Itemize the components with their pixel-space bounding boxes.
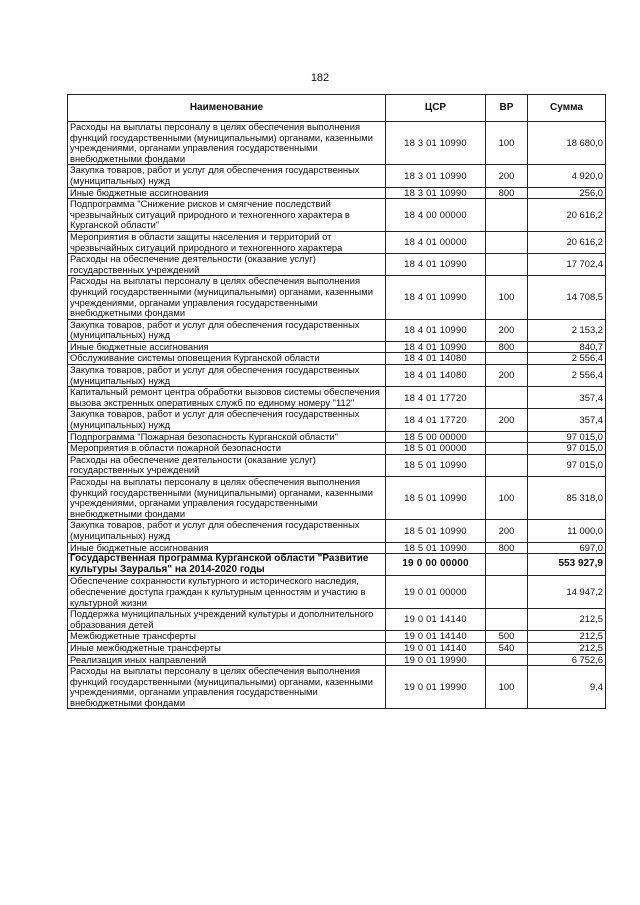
cell-csr: 18 4 01 17720 <box>386 409 486 431</box>
cell-sum: 212,5 <box>528 631 606 643</box>
table-row <box>68 631 606 643</box>
cell-name: Расходы на обеспечение деятельности (оказание услуг) государственных учреждений <box>68 254 386 276</box>
cell-vr: 100 <box>486 666 528 709</box>
header-sum: Сумма <box>528 95 606 122</box>
cell-name: Иные бюджетные ассигнования <box>68 187 386 199</box>
cell-sum: 11 000,0 <box>528 520 606 542</box>
cell-name: Межбюджетные трансферты <box>68 631 386 643</box>
cell-vr <box>486 254 528 276</box>
cell-sum: 97 015,0 <box>528 454 606 476</box>
cell-vr: 100 <box>486 122 528 165</box>
cell-sum: 6 752,6 <box>528 654 606 666</box>
cell-sum: 212,5 <box>528 609 606 631</box>
cell-sum: 17 702,4 <box>528 254 606 276</box>
cell-sum: 357,4 <box>528 387 606 409</box>
cell-vr: 200 <box>486 409 528 431</box>
cell-csr: 18 4 01 10990 <box>386 276 486 319</box>
table-row <box>68 576 606 609</box>
cell-sum: 14 708,5 <box>528 276 606 319</box>
table-row <box>68 254 606 276</box>
cell-csr: 19 0 01 14140 <box>386 642 486 654</box>
table-row <box>68 609 606 631</box>
cell-sum: 2 556,4 <box>528 365 606 387</box>
cell-csr: 18 4 01 10990 <box>386 341 486 353</box>
table-row <box>68 187 606 199</box>
cell-name: Закупка товаров, работ и услуг для обеспечения государственных (муниципальных) нужд <box>68 165 386 187</box>
cell-sum: 4 920,0 <box>528 165 606 187</box>
cell-vr <box>486 231 528 253</box>
cell-vr <box>486 387 528 409</box>
table-row <box>68 642 606 654</box>
cell-name: Расходы на выплаты персоналу в целях обеспечения выполнения функций государственными (муниципальными) органами, казенными учреждениями, органами управления государственными внебюджетными фондами <box>68 666 386 709</box>
cell-sum: 697,0 <box>528 542 606 554</box>
cell-vr: 100 <box>486 477 528 520</box>
header-name: Наименование <box>68 95 386 122</box>
cell-csr: 18 4 01 17720 <box>386 387 486 409</box>
cell-vr: 200 <box>486 319 528 341</box>
cell-vr <box>486 443 528 455</box>
page-number: 182 <box>310 72 330 84</box>
cell-csr: 19 0 01 14140 <box>386 609 486 631</box>
cell-vr <box>486 454 528 476</box>
cell-csr: 18 4 01 10990 <box>386 254 486 276</box>
cell-name: Закупка товаров, работ и услуг для обеспечения государственных (муниципальных) нужд <box>68 365 386 387</box>
cell-sum: 2 556,4 <box>528 353 606 365</box>
cell-name: Иные бюджетные ассигнования <box>68 341 386 353</box>
cell-name: Обеспечение сохранности культурного и исторического наследия, обеспечение доступа граждан к культурным ценностям и участию в культурной жизни <box>68 576 386 609</box>
table-row <box>68 443 606 455</box>
table-row <box>68 231 606 253</box>
cell-name: Расходы на выплаты персоналу в целях обеспечения выполнения функций государственными (муниципальными) органами, казенными учреждениями, органами управления государственными внебюджетными фондами <box>68 122 386 165</box>
cell-sum: 2 153,2 <box>528 319 606 341</box>
cell-sum: 357,4 <box>528 409 606 431</box>
cell-name: Закупка товаров, работ и услуг для обеспечения государственных (муниципальных) нужд <box>68 520 386 542</box>
table-row <box>68 353 606 365</box>
table-row <box>68 409 606 431</box>
cell-sum: 20 616,2 <box>528 231 606 253</box>
cell-name: Расходы на выплаты персоналу в целях обеспечения выполнения функций государственными (муниципальными) органами, казенными учреждениями, органами управления государственными внебюджетными фондами <box>68 477 386 520</box>
cell-name: Мероприятия в области защиты населения и территорий от чрезвычайных ситуаций природного и техногенного характера <box>68 231 386 253</box>
cell-vr <box>486 609 528 631</box>
cell-sum: 256,0 <box>528 187 606 199</box>
cell-name: Иные бюджетные ассигнования <box>68 542 386 554</box>
cell-csr: 18 5 01 00000 <box>386 443 486 455</box>
cell-vr <box>486 353 528 365</box>
cell-name: Расходы на выплаты персоналу в целях обеспечения выполнения функций государственными (муниципальными) органами, казенными учреждениями, органами управления государственными внебюджетными фондами <box>68 276 386 319</box>
cell-vr <box>486 554 528 576</box>
cell-sum: 840,7 <box>528 341 606 353</box>
cell-csr: 18 3 01 10990 <box>386 122 486 165</box>
table-row <box>68 554 606 576</box>
table-row <box>68 341 606 353</box>
cell-name: Подпрограмма "Снижение рисков и смягчение последствий чрезвычайных ситуаций природного и техногенного характера в Курганской области" <box>68 199 386 232</box>
cell-vr: 200 <box>486 165 528 187</box>
table-row <box>68 520 606 542</box>
table-header-row <box>68 95 606 122</box>
cell-sum: 14 947,2 <box>528 576 606 609</box>
cell-name: Реализация иных направлений <box>68 654 386 666</box>
cell-csr: 18 5 01 10990 <box>386 454 486 476</box>
cell-vr <box>486 654 528 666</box>
table-row <box>68 654 606 666</box>
cell-name: Закупка товаров, работ и услуг для обеспечения государственных (муниципальных) нужд <box>68 409 386 431</box>
header-vr: ВР <box>486 95 528 122</box>
cell-sum: 553 927,9 <box>528 554 606 576</box>
cell-vr <box>486 576 528 609</box>
table-row <box>68 454 606 476</box>
cell-csr: 18 4 00 00000 <box>386 199 486 232</box>
cell-vr: 800 <box>486 341 528 353</box>
cell-name: Подпрограмма "Пожарная безопасность Курганской области" <box>68 431 386 443</box>
table-row <box>68 276 606 319</box>
budget-table <box>67 94 606 709</box>
cell-csr: 18 5 01 10990 <box>386 477 486 520</box>
cell-vr <box>486 199 528 232</box>
cell-name: Поддержка муниципальных учреждений культуры и дополнительного образования детей <box>68 609 386 631</box>
cell-csr: 18 3 01 10990 <box>386 165 486 187</box>
cell-csr: 18 4 01 00000 <box>386 231 486 253</box>
table-row <box>68 319 606 341</box>
table-row <box>68 365 606 387</box>
table-body <box>68 122 606 709</box>
table-row <box>68 387 606 409</box>
cell-vr: 500 <box>486 631 528 643</box>
cell-vr: 200 <box>486 520 528 542</box>
cell-sum: 18 680,0 <box>528 122 606 165</box>
cell-csr: 18 3 01 10990 <box>386 187 486 199</box>
header-csr: ЦСР <box>386 95 486 122</box>
cell-csr: 18 5 00 00000 <box>386 431 486 443</box>
table-row <box>68 431 606 443</box>
table-row <box>68 199 606 232</box>
cell-vr: 200 <box>486 365 528 387</box>
cell-vr: 800 <box>486 187 528 199</box>
cell-sum: 20 616,2 <box>528 199 606 232</box>
cell-csr: 18 4 01 10990 <box>386 319 486 341</box>
table-row <box>68 477 606 520</box>
table-row <box>68 122 606 165</box>
cell-csr: 18 4 01 14080 <box>386 353 486 365</box>
cell-sum: 212,5 <box>528 642 606 654</box>
cell-vr: 800 <box>486 542 528 554</box>
table-row <box>68 542 606 554</box>
cell-name: Закупка товаров, работ и услуг для обеспечения государственных (муниципальных) нужд <box>68 319 386 341</box>
cell-sum: 97 015,0 <box>528 431 606 443</box>
cell-csr: 19 0 01 19990 <box>386 666 486 709</box>
cell-name: Мероприятия в области пожарной безопасности <box>68 443 386 455</box>
table-row <box>68 666 606 709</box>
table-row <box>68 165 606 187</box>
cell-vr <box>486 431 528 443</box>
cell-csr: 19 0 00 00000 <box>386 554 486 576</box>
cell-vr: 100 <box>486 276 528 319</box>
cell-name: Расходы на обеспечение деятельности (оказание услуг) государственных учреждений <box>68 454 386 476</box>
cell-csr: 18 5 01 10990 <box>386 542 486 554</box>
cell-name: Обслуживание системы оповещения Курганской области <box>68 353 386 365</box>
cell-csr: 18 4 01 14080 <box>386 365 486 387</box>
cell-name: Государственная программа Курганской области "Развитие культуры Зауралья" на 2014-2020 годы <box>68 554 386 576</box>
cell-sum: 85 318,0 <box>528 477 606 520</box>
cell-name: Иные межбюджетные трансферты <box>68 642 386 654</box>
cell-csr: 19 0 01 19990 <box>386 654 486 666</box>
cell-sum: 97 015,0 <box>528 443 606 455</box>
cell-vr: 540 <box>486 642 528 654</box>
cell-sum: 9,4 <box>528 666 606 709</box>
cell-name: Капитальный ремонт центра обработки вызовов системы обеспечения вызова экстренных оперативных служб по единому номеру "112" <box>68 387 386 409</box>
cell-csr: 19 0 01 14140 <box>386 631 486 643</box>
cell-csr: 18 5 01 10990 <box>386 520 486 542</box>
cell-csr: 19 0 01 00000 <box>386 576 486 609</box>
